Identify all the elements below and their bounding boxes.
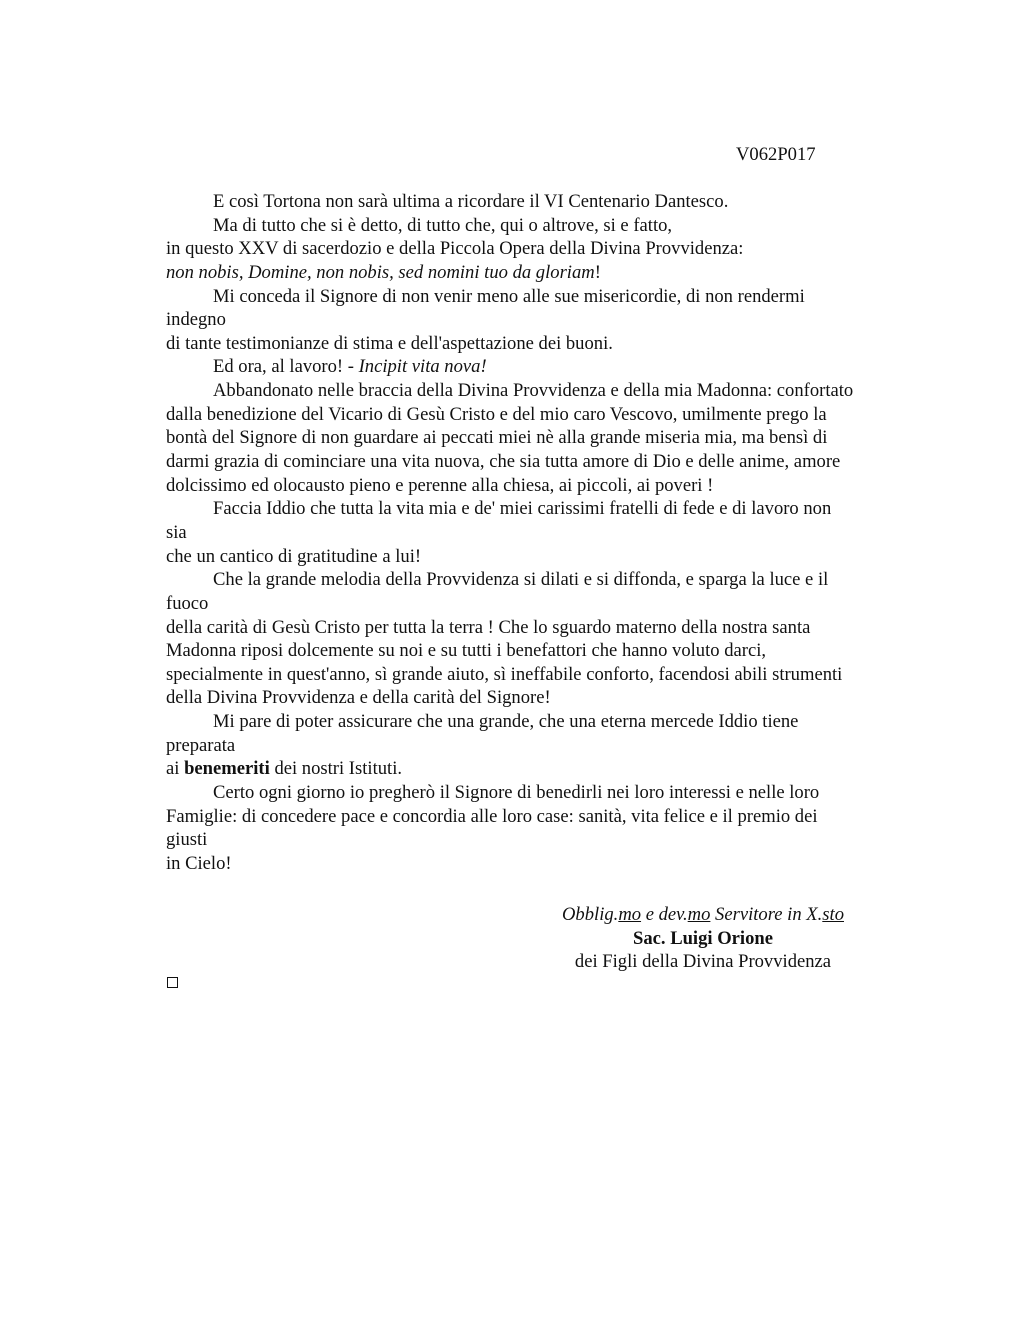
text-line: dolcissimo ed olocausto pieno e perenne alla chiesa, ai piccoli, ai poveri ! [166,474,714,496]
closing-part: mo [618,904,642,925]
text-line [166,355,926,379]
text-line: preparata [166,734,236,756]
text-line: specialmente in quest'anno, sì grande aiuto, sì ineffabile conforto, facendosi abili strumenti [166,663,843,685]
text-line: Faccia Iddio che tutta la vita mia e de' miei carissimi fratelli di fede e di lavoro non [213,498,832,520]
text-line: fuoco [166,592,209,614]
signature-affiliation: dei Figli della Divina Provvidenza [574,951,832,972]
text-run: ai [166,758,185,780]
text-line: Famiglie: di concedere pace e concordia alle loro case: sanità, vita felice e il premio dei [166,805,818,827]
text-line: di tante testimonianze di stima e dell'aspettazione dei buoni. [166,332,613,354]
text-line: in questo XXV di sacerdozio e della Piccola Opera della Divina Provvidenza: [166,238,744,260]
text-line: Che la grande melodia della Provvidenza si dilati e si diffonda, e sparga la luce e il [213,569,829,591]
end-marker-box-icon [167,977,178,988]
text-line: bontà del Signore di non guardare ai peccati miei nè alla grande miseria mia, ma bensì di [166,427,828,449]
text-line: giusti [166,829,208,851]
signature-block [520,903,886,974]
closing-part: e dev. [641,904,688,925]
exclamation: ! [594,261,601,283]
text-line: Mi conceda il Signore di non venir meno alle sue misericordie, di non rendermi [213,285,805,307]
document-reference: V062P017 [736,144,816,165]
text-line: della Divina Provvidenza e della carità del Signore! [166,687,551,709]
text-line: Madonna riposi dolcemente su noi e su tutti i benefattori che hanno voluto darci, [166,640,767,662]
closing-part: Servitore in X. [710,904,823,925]
text-line: darmi grazia di cominciare una vita nuova, che sia tutta amore di Dio e delle anime, amore [166,451,841,473]
text-line: dalla benedizione del Vicario di Gesù Cristo e del mio caro Vescovo, umilmente prego la [166,403,827,425]
text-line [166,757,926,781]
signature-name [520,927,886,951]
latin-quote: non nobis, Domine, non nobis, sed nomini tuo da gloriam [166,261,595,283]
signature-closing [520,903,886,927]
text-line: Abbandonato nelle braccia della Divina Provvidenza e della mia Madonna: confortato [213,380,854,402]
text-line: indegno [166,309,226,331]
text-line [166,261,926,285]
text-line: Ma di tutto che si è detto, di tutto che, qui o altrove, si e fatto, [213,214,673,236]
letter-body [166,190,926,876]
text-run: dei nostri Istituti. [269,758,403,780]
signer-name: Sac. Luigi Orione [633,927,773,949]
text-line: sia [166,521,187,543]
text-line: Certo ogni giorno io pregherò il Signore di benedirli nei loro interessi e nelle loro [213,782,820,804]
latin-motto: Incipit vita nova! [358,356,487,378]
closing-part: Obblig. [562,904,619,925]
text-line: E così Tortona non sarà ultima a ricordare il VI Centenario Dantesco. [213,191,729,212]
text-line: della carità di Gesù Cristo per tutta la terra ! Che lo sguardo materno della nostra santa [166,616,811,638]
text-line: che un cantico di gratitudine a lui! [166,545,422,567]
closing-part: mo [687,904,711,925]
text-run: Ed ora, al lavoro! - [213,356,359,378]
closing-part: sto [822,904,844,925]
text-line: Mi pare di poter assicurare che una grande, che una eterna mercede Iddio tiene [213,711,799,733]
text-line: in Cielo! [166,852,232,874]
bold-word: benemeriti [184,758,270,780]
